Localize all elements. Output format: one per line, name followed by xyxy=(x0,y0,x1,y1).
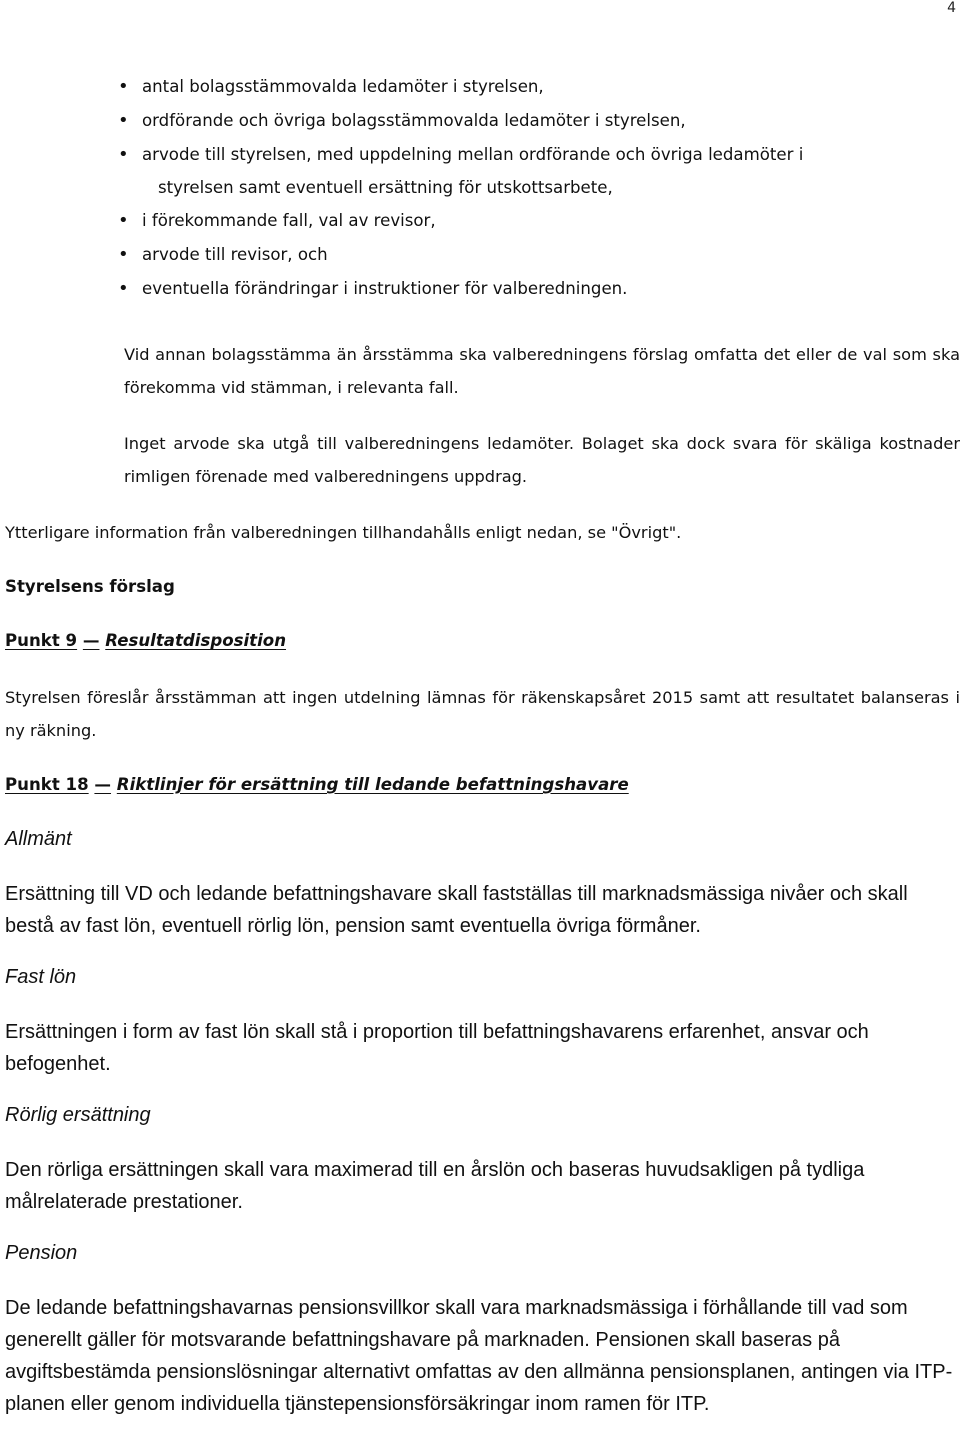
text-fast-lon: Ersättningen i form av fast lön skall stå i proportion till befattningshavarens erfarenhet, ansvar och befogenhet. xyxy=(5,1021,869,1075)
punkt-9-text: Styrelsen föreslår årsstämman att ingen utdelning lämnas för räkenskapsåret 2015 samt att resultatet balanseras i ny räkning. xyxy=(5,688,960,740)
list-item xyxy=(118,104,960,138)
paragraph-arvode: Inget arvode ska utgå till valberedningens ledamöter. Bolaget ska dock svara för skäliga kostnader rimligen förenade med valberedningens uppdrag. xyxy=(124,434,960,486)
list-item-text: i förekommande fall, val av revisor, xyxy=(142,211,436,230)
punkt-18-dash: — xyxy=(94,775,112,794)
subheading-allmant: Allmänt xyxy=(5,828,72,850)
punkt-9-dash: — xyxy=(82,631,100,650)
text-pension: De ledande befattningshavarnas pensionsvillkor skall vara marknadsmässiga i förhållande till vad som generellt gäller för motsvarande befattningshavare på marknaden. Pensionen skall baseras på avgiftsbestämda pensionslösningar alternativt omfattas av den allmänna pensionsplanen, antingen via ITP-planen eller genom individuella tjänstepensionsförsäkringar inom ramen för ITP. xyxy=(5,1297,953,1415)
subheading-pension: Pension xyxy=(5,1242,78,1264)
bullet-list xyxy=(118,70,960,306)
section-heading-styrelsens-forslag: Styrelsens förslag xyxy=(5,577,175,596)
punkt-9-heading xyxy=(5,631,286,650)
list-item xyxy=(118,70,960,104)
list-item xyxy=(118,238,960,272)
punkt-18-title: Riktlinjer för ersättning till ledande befattningshavare xyxy=(116,775,629,794)
punkt-18-heading xyxy=(5,775,629,794)
text-allmant: Ersättning till VD och ledande befattningshavare skall fastställas till marknadsmässiga nivåer och skall bestå av fast lön, eventuell rörlig lön, pension samt eventuella övriga förmåner. xyxy=(5,883,908,937)
punkt-9-label: Punkt 9 xyxy=(5,631,78,650)
paragraph-ytterligare: Ytterligare information från valberedningen tillhandahålls enligt nedan, se "Övrigt". xyxy=(5,523,682,542)
punkt-9-title: Resultatdisposition xyxy=(105,631,287,650)
list-item xyxy=(118,272,960,306)
paragraph-annan-stamma: Vid annan bolagsstämma än årsstämma ska valberedningens förslag omfatta det eller de val som ska förekomma vid stämman, i relevanta fall. xyxy=(124,345,960,397)
list-item-continuation: styrelsen samt eventuell ersättning för utskottsarbete, xyxy=(158,178,613,197)
page-number: 4 xyxy=(947,0,956,16)
list-item-text: antal bolagsstämmovalda ledamöter i styrelsen, xyxy=(142,77,544,96)
subheading-fast-lon: Fast lön xyxy=(5,966,77,988)
subheading-rorlig: Rörlig ersättning xyxy=(5,1104,151,1126)
list-item-text: ordförande och övriga bolagsstämmovalda ledamöter i styrelsen, xyxy=(142,111,686,130)
text-rorlig: Den rörliga ersättningen skall vara maximerad till en årslön och baseras huvudsakligen på tydliga målrelaterade prestationer. xyxy=(5,1159,865,1213)
list-item xyxy=(118,204,960,238)
list-item-text: arvode till styrelsen, med uppdelning mellan ordförande och övriga ledamöter i xyxy=(142,145,804,164)
punkt-18-label: Punkt 18 xyxy=(5,775,89,794)
list-item-text: arvode till revisor, och xyxy=(142,245,328,264)
list-item xyxy=(118,138,960,204)
list-item-text: eventuella förändringar i instruktioner för valberedningen. xyxy=(142,279,628,298)
